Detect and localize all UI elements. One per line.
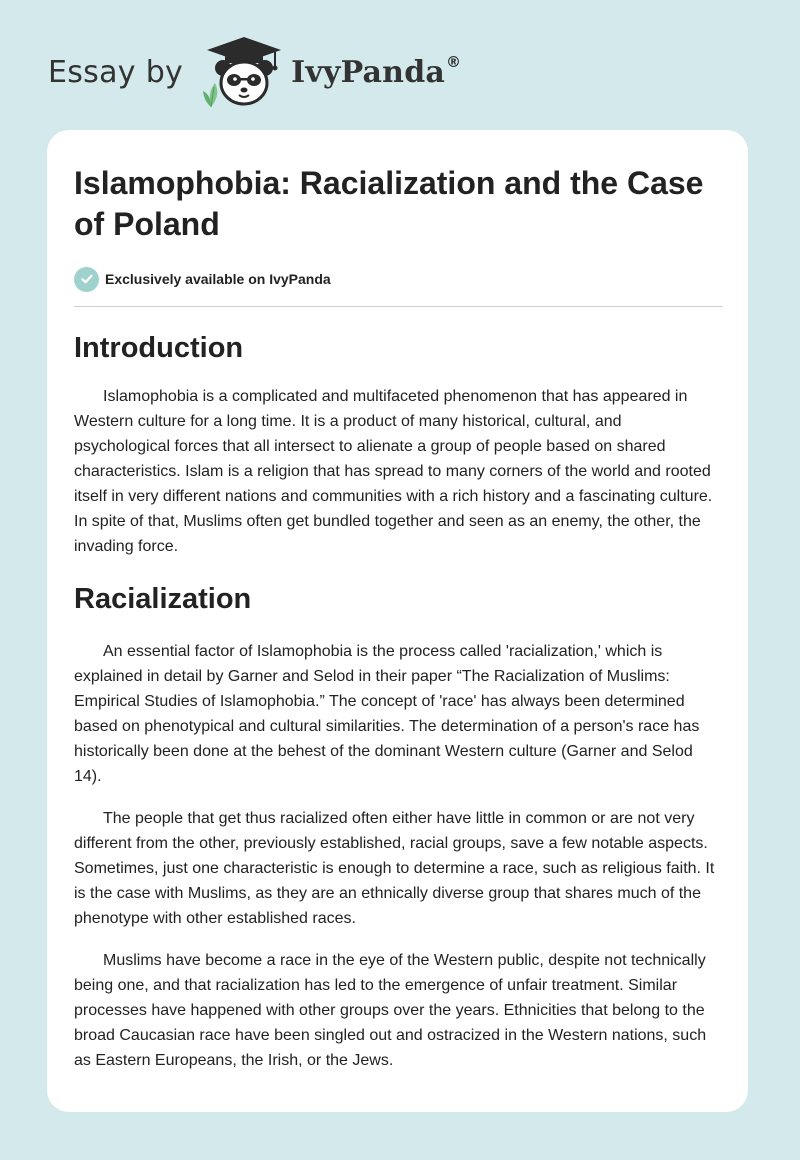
essay-by-label: Essay by [48, 54, 184, 90]
check-circle-icon [74, 267, 99, 292]
panda-graduate-icon[interactable] [201, 35, 287, 109]
paragraph: The people that get thus racialized often either have little in common or are not very different from the other, previously established, racial groups, save a few notable aspects. Sometimes, just one characteristic is enough to determine a race, such as religious faith. It is the case with Muslims, as they are an ethnically diverse group that shares much of the phenotype with other established races. [74, 810, 715, 927]
section-heading-racialization: Racialization [74, 583, 252, 615]
paragraph: Islamophobia is a complicated and multifaceted phenomenon that has appeared in Western culture for a long time. It is a product of many historical, cultural, and psychological forces that all intersect to alienate a group of people based on shared characteristics. Islam is a religion that has spread to many corners of the world and rooted itself in very different nations and communities with a rich history and a fascinating culture. In spite of that, Muslims often get bundled together and seen as an enemy, the other, the invading force. [74, 388, 713, 555]
brand-name[interactable]: IvyPanda® [291, 52, 462, 90]
site-header [48, 34, 461, 110]
registered-mark: ® [446, 52, 462, 71]
essay-card [47, 130, 748, 1112]
section-heading-introduction: Introduction [74, 332, 244, 364]
essay-title: Islamophobia: Racialization and the Case of Poland [74, 165, 704, 242]
divider [74, 306, 723, 307]
exclusive-badge [74, 266, 721, 292]
exclusive-label: Exclusively available on IvyPanda [105, 271, 331, 287]
paragraph: An essential factor of Islamophobia is the process called 'racialization,' which is explained in detail by Garner and Selod in their paper “The Racialization of Muslims: Empirical Studies of Islamophobia.” The concept of 'race' has always been determined based on phenotypical and cultural similarities. The determination of a person's race has historically been done at the behest of the dominant Western culture (Garner and Selod 14). [74, 643, 700, 785]
paragraph: Muslims have become a race in the eye of the Western public, despite not technically being one, and that racialization has led to the emergence of unfair treatment. Similar processes have happened with other groups over the years. Ethnicities that belong to the broad Caucasian race have been singled out and ostracized in the Western nations, such as Eastern Europeans, the Irish, or the Jews. [74, 952, 707, 1069]
